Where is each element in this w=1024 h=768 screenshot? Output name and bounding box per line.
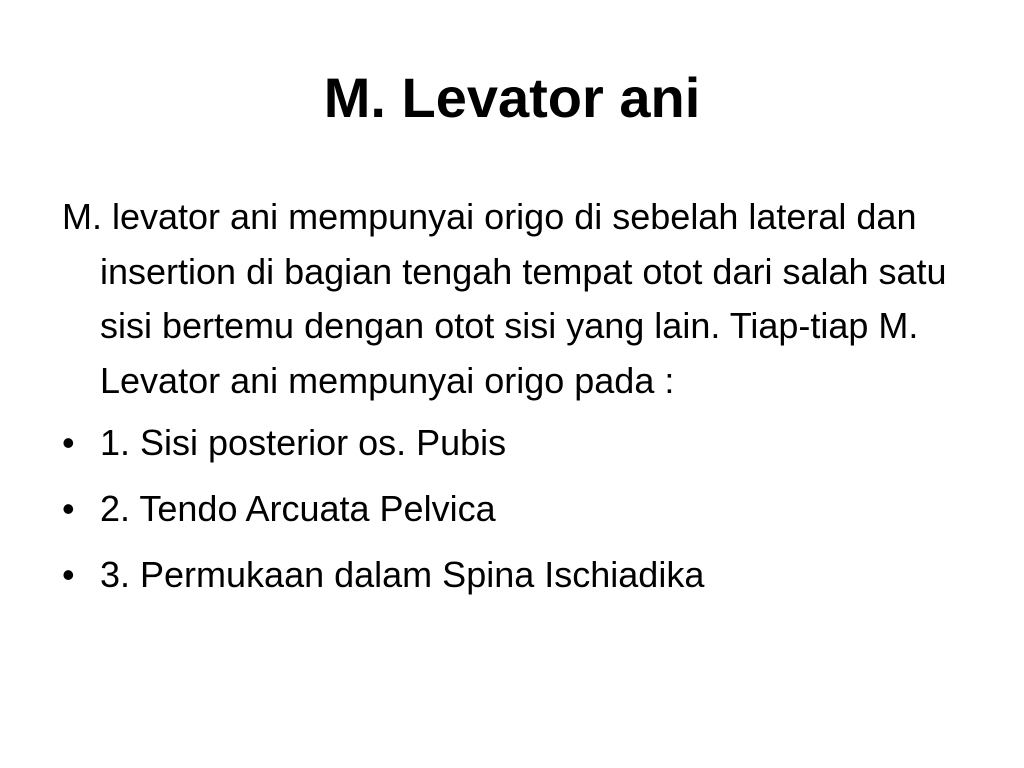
list-item <box>62 548 962 602</box>
list-item-text: 2. Tendo Arcuata Pelvica <box>100 488 496 529</box>
list-item <box>62 482 962 536</box>
list-item <box>62 416 962 470</box>
bullet-list <box>62 416 962 602</box>
list-item-text: 3. Permukaan dalam Spina Ischiadika <box>100 554 705 595</box>
bullet-dot-icon: • <box>62 554 75 595</box>
bullet-dot-icon: • <box>62 422 75 463</box>
list-item-text: 1. Sisi posterior os. Pubis <box>100 422 507 463</box>
slide-title: M. Levator ani <box>323 66 701 129</box>
slide-body <box>62 190 962 614</box>
bullet-dot-icon: • <box>62 488 75 529</box>
intro-paragraph: M. levator ani mempunyai origo di sebelah lateral dan insertion di bagian tengah tempat otot dari salah satu sisi bertemu dengan otot sisi yang lain. Tiap-tiap M. Levator ani mempunyai origo pada : <box>62 196 947 401</box>
